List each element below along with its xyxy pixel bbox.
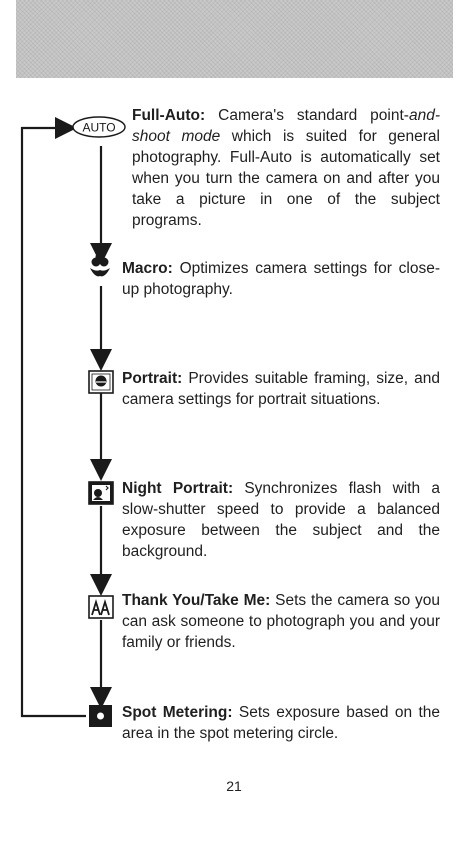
mode-entry-spot-metering [122,702,440,744]
mode-term: Portrait: [122,370,183,387]
mode-entry-portrait [122,368,440,410]
thank-you-take-me-icon [89,596,113,618]
mode-term: Macro: [122,260,173,277]
thank-you-take-me-text: Thank You/Take Me: Sets the camera so you can ask someone to photograph you and your family or friends. [122,592,441,651]
mode-entry-night-portrait [122,478,440,562]
mode-entry-thank-you-take-me [122,590,440,653]
macro-flower-icon [90,253,110,277]
portrait-icon [89,371,113,393]
mode-entry-full-auto [132,105,440,231]
auto-mode-icon [73,117,125,137]
mode-term: Spot Metering: [122,704,233,721]
spot-metering-text: Spot Metering: Sets exposure based on the area in the spot metering circle. [122,704,440,742]
night-portrait-text: Night Portrait: Synchronizes flash with a slow-shutter speed to provide a balanced exposure between the subject and the background. [122,480,440,560]
page-number: 21 [226,778,242,794]
mode-term: Full-Auto: [132,107,206,124]
loop-back-line [22,128,86,716]
mode-entry-macro [122,258,440,300]
macro-text: Macro: Optimizes camera settings for close-up photography. [122,260,440,298]
mode-term: Thank You/Take Me: [122,592,271,609]
mode-term: Night Portrait: [122,480,234,497]
portrait-text: Portrait: Provides suitable framing, size, and camera settings for portrait situations. [122,370,440,408]
full-auto-text: Full-Auto: Camera's standard point-and-shoot mode which is suited for general photography. Full-Auto is automatically set when you turn the camera on and after you take a picture in one of the subject programs. [132,107,440,229]
night-portrait-icon [89,482,113,504]
spot-metering-icon [89,705,112,727]
svg-text:AUTO: AUTO [82,120,116,135]
